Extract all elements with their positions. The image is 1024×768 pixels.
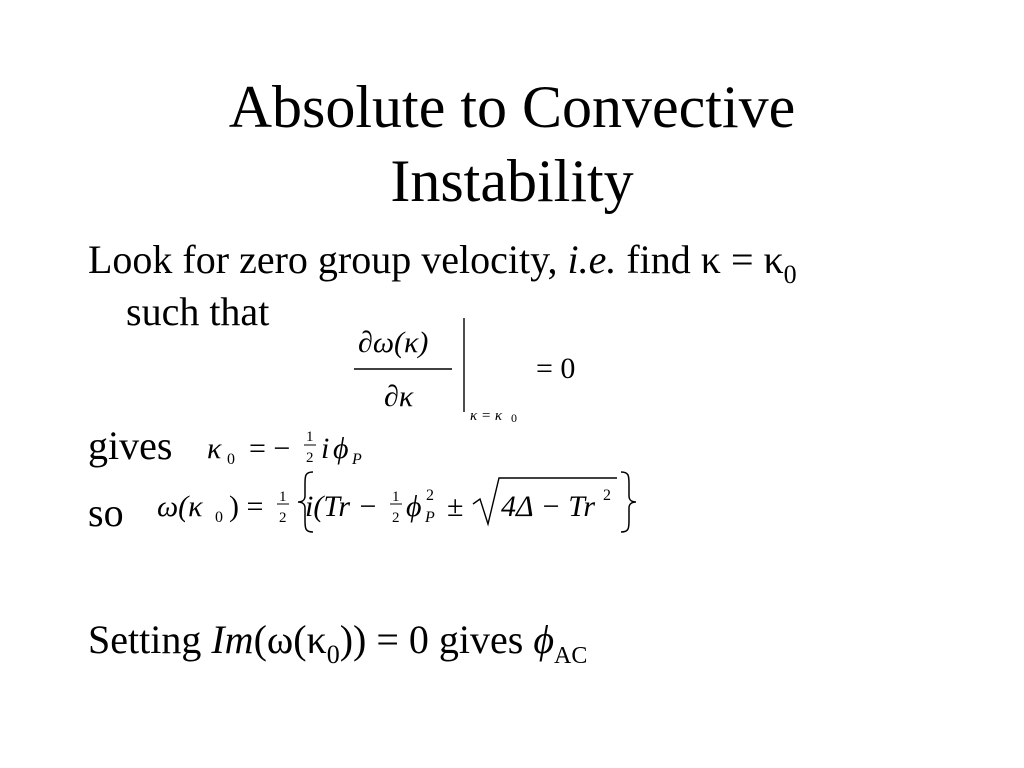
eq2-i: i: [321, 432, 330, 465]
eq3-inner-i-tr: i(Tr −: [305, 490, 378, 523]
im-label: Im: [211, 617, 254, 662]
eq2-equals-minus: = −: [249, 432, 291, 465]
eq1-evaluation-subscript: κ = κ: [470, 408, 503, 424]
eq3-sqrt-superscript: 2: [603, 487, 611, 504]
eq2-phi-subscript: P: [352, 451, 362, 468]
eq3-inner-half-denominator: 2: [392, 510, 400, 526]
bullet-zero-group-velocity: [88, 235, 797, 290]
kappa-subscript: 0: [783, 260, 797, 289]
eq2-phi: ϕ: [333, 432, 349, 465]
bullet-text: Look for zero group velocity,: [88, 237, 568, 282]
eq1-rhs: = 0: [536, 352, 576, 385]
ie-abbrev: i.e.: [567, 237, 617, 282]
slide-title: [0, 70, 1024, 218]
eq3-omega-kappa: ω(κ: [157, 490, 203, 523]
eq3-phi-superscript: 2: [426, 487, 434, 504]
eq3-inner-half-numerator: 1: [392, 489, 400, 505]
eq3-close-equals: ) =: [229, 490, 264, 523]
eq2-kappa: κ: [207, 432, 222, 465]
derivative-equation: [340, 312, 610, 427]
eq1-denominator: ∂κ: [384, 380, 414, 413]
phi-symbol: ϕ: [533, 617, 555, 662]
eq2-half-denominator: 2: [306, 450, 314, 466]
setting-text-2: (ω(κ: [253, 617, 327, 662]
eq3-kappa-subscript: 0: [215, 509, 223, 526]
setting-kappa-subscript: 0: [326, 640, 340, 669]
title-line-1: Absolute to Convective: [228, 74, 796, 140]
eq3-right-brace: [621, 472, 636, 532]
omega-equation: [155, 466, 645, 536]
eq3-half-denominator: 2: [279, 510, 287, 526]
eq1-evaluation-subscript-0: 0: [511, 411, 517, 425]
so-label: so: [88, 490, 124, 535]
eq1-numerator: ∂ω(κ): [358, 326, 429, 359]
eq3-half-numerator: 1: [279, 489, 287, 505]
eq2-half-numerator: 1: [306, 429, 314, 445]
eq3-sqrt-content: 4Δ − Tr: [501, 490, 596, 523]
setting-text: Setting: [88, 617, 212, 662]
eq3-plus-minus: ±: [447, 490, 464, 523]
bullet-text-2: find κ = κ: [616, 237, 784, 282]
gives-label: gives: [88, 423, 173, 468]
bullet-setting-im: [88, 615, 587, 671]
eq3-phi-subscript: P: [425, 509, 435, 526]
setting-text-3: )) = 0 gives: [339, 617, 534, 662]
bullet-continuation: such that: [126, 289, 270, 334]
eq2-kappa-subscript: 0: [227, 451, 235, 468]
eq3-phi: ϕ: [406, 490, 422, 523]
title-line-2: Instability: [390, 148, 634, 214]
phi-ac-subscript: AC: [554, 643, 588, 669]
